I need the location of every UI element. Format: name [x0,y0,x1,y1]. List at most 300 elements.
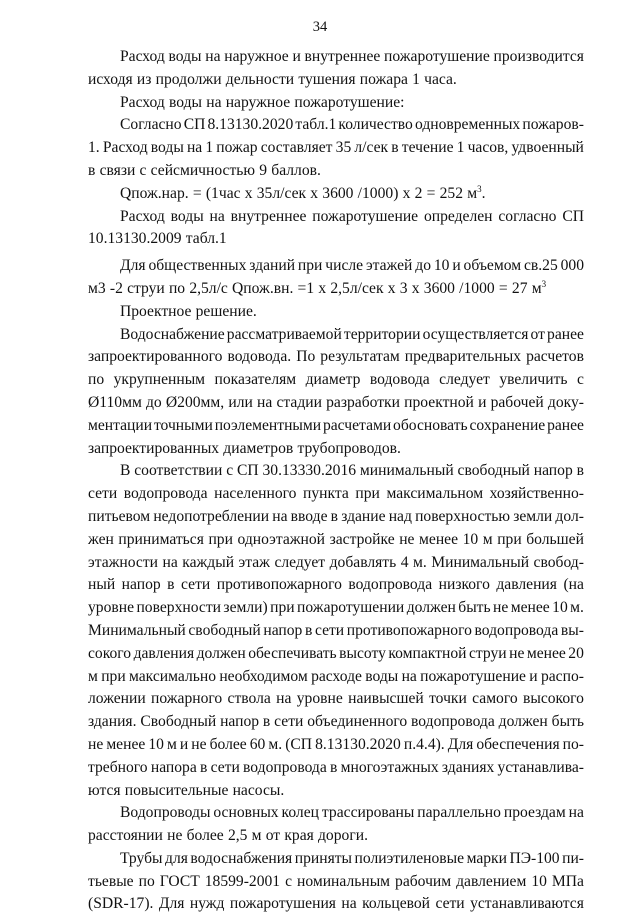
word: диаметр [305,371,361,389]
word: не [493,599,509,617]
word: 10 [148,735,164,753]
word: м [88,667,98,685]
word: полиэтиленовые [354,849,465,867]
word: рабочим [395,872,452,890]
word: м3 [88,279,106,297]
word: ранее [547,325,584,343]
word: (на [563,576,584,594]
word: увеличить [499,371,568,389]
word: исходя [88,70,133,88]
word: зданиях [441,758,495,776]
word: 10.13130.2009 [88,230,182,248]
word: $м^3$. [467,183,486,202]
word: напор [533,462,573,480]
word: быть [458,599,491,617]
word: 10 [531,872,547,890]
word: часов, [467,139,509,157]
word: сокого [88,644,132,662]
word: с [285,872,293,890]
word: максимально [129,667,216,685]
word: х [318,279,327,297]
word: определен [423,207,493,225]
word: менее [419,530,459,548]
word: давлением [456,872,527,890]
word: водопровода [243,758,327,776]
word: пожаротушения [229,895,336,913]
word: пожаротушение [420,667,526,685]
word: и [452,257,461,275]
word: 35л/сек [256,184,307,202]
word: устанавлива- [497,758,584,776]
word: х [402,184,411,202]
word: с [577,371,584,389]
word: Минимальный [88,621,186,639]
word: компактной [388,644,467,662]
word: числе [325,257,364,275]
word: Для [447,735,474,753]
word: давления [496,576,557,594]
word: 10 [462,530,479,548]
word: В [120,462,131,480]
word: точными [153,416,213,434]
word: Расход [120,93,165,111]
word: самого [472,690,518,708]
word: точки [429,690,467,708]
word: земли [513,507,553,525]
word: 30.13330.2016 [262,462,357,480]
word: м [166,735,177,753]
word: свобод- [533,553,584,571]
word: напор [220,713,260,731]
word: запроектированного [88,348,223,366]
word: 10 [552,599,568,617]
text-line [88,780,584,803]
word: л/сек [354,139,389,157]
word: водоснабжения [190,849,293,867]
word: сети [88,485,118,503]
word: на [257,393,273,411]
word: /1000 [459,279,495,297]
word: при [208,530,233,548]
text-line [88,848,584,871]
word: Свободный [140,713,217,731]
word: нужд [189,895,225,913]
word: уровне [88,599,135,617]
word: в [200,758,208,776]
text-line [88,69,584,92]
text-line [88,825,584,848]
text-line [88,711,584,734]
word: водопровода [348,576,433,594]
word: Для [120,257,146,275]
word: результатам [320,348,400,366]
word: ментации [88,416,153,434]
word: здание [341,507,386,525]
word: Водоснабжение [120,325,225,343]
word: Трубы [120,849,163,867]
text-line [88,92,584,115]
word: не [399,530,415,548]
word: хозяйственно- [489,485,584,503]
word: расчетов [526,348,584,366]
text-line [88,871,584,894]
word: 2,5л/сек [330,279,384,297]
word: края [284,827,314,845]
word: ПЭ-100 [509,849,560,867]
word: 3600 [322,184,354,202]
word: 1. [88,139,100,157]
word: ный [88,576,116,594]
text-line [88,620,584,643]
word: =1 [297,279,315,297]
word: по [88,371,105,389]
word: на [276,690,292,708]
word: параллельно [417,804,501,822]
word: 4 [400,553,409,571]
word: тушения [298,70,356,88]
word: в [262,713,271,731]
word: сохранение [469,416,546,434]
word: /1000) [357,184,399,202]
word: Расход [102,139,148,157]
word: 000 [560,257,584,275]
word: СП [562,207,584,225]
word: многоэтажных [340,758,439,776]
word: внутреннее [230,207,307,225]
word: 252 [439,184,463,202]
word: обеспечения [476,735,560,753]
word: сейсмичностью [150,161,256,179]
word: на [205,48,221,65]
word: рабочей [490,393,544,411]
word: $м^3$ [531,278,547,297]
word: количество [338,116,413,134]
word: объемом [463,257,522,275]
word: струи [468,644,507,662]
word: земли) [223,599,268,617]
word: ГОСТ [159,872,200,890]
word: поверхностью [415,507,511,525]
word: пожаров- [522,116,584,134]
word: пожарного [151,690,223,708]
word: на [341,895,357,913]
word: и [529,667,538,685]
word: Согласно [120,116,182,134]
word: = [426,184,436,202]
word: расчетами [322,416,392,434]
word: св.25 [523,257,558,275]
word: здания. [88,713,137,731]
word: кольцевой [362,895,431,913]
page-number: 34 [312,19,328,35]
word: доку- [547,393,584,411]
text-line [88,643,584,666]
word: более [209,735,247,753]
word: с [226,462,234,480]
word: объединенного [307,713,408,731]
word: на [162,553,178,571]
word: разработки [326,393,400,411]
word: тьевые [88,872,134,890]
word: вводе [290,507,328,525]
word: 10 [433,257,450,275]
word: 1 [205,139,214,157]
word: добавлять [329,553,397,571]
word: при [297,257,323,275]
word: на [209,207,225,225]
word: баллов. [271,161,321,179]
word: и [179,735,189,753]
word: ствола [227,690,271,708]
word: производится [493,48,584,65]
word: в [391,139,399,157]
word: (СП [285,735,313,753]
word: пи- [562,849,584,867]
text-line [88,460,584,483]
word: от [530,325,545,343]
word: х [244,184,253,202]
text-line [88,392,584,415]
word: при [270,599,295,617]
word: 18599-2001 [204,872,281,890]
word: расходе [311,667,362,685]
word: м. [268,735,283,753]
text-line [88,483,584,506]
word: 1 [412,70,420,88]
text-line [88,438,584,461]
word: этажей [365,257,413,275]
text-line [88,114,584,137]
word: общественных [148,257,247,275]
word: проектной [404,393,474,411]
word: этажности [88,553,159,571]
word: сети [274,713,304,731]
word: течение [401,139,454,157]
word: продолжи [155,70,222,88]
word: в [88,161,96,179]
word: поэлементными [214,416,322,434]
word: = [498,279,508,297]
word: в [330,507,339,525]
word: сети [181,576,211,594]
word: недопотреблении [153,507,270,525]
word: пожара [359,70,408,88]
word: в [576,462,584,480]
text-line [88,597,584,620]
word: согласно [498,207,557,225]
word: 8.13130.2020 [315,735,401,753]
word: 2 [414,184,423,202]
word: сети [435,895,465,913]
word: напор [263,621,303,639]
word: населенного [214,485,297,503]
text-line [88,228,584,251]
word: более [186,827,224,845]
word: пожаротушении [297,599,405,617]
word: воды [365,667,399,685]
word: 9 [259,161,268,179]
word: воды [169,93,203,111]
word: на [401,667,417,685]
word: сети [314,621,345,639]
word: Минимальный [431,553,530,571]
word: = [192,184,202,202]
word: СП [183,116,206,134]
word: водопровода [411,713,495,731]
word: проездам [503,804,566,822]
word: с [139,161,147,179]
word: водовода. [227,348,292,366]
word: напор [121,576,161,594]
word: пожар [216,139,258,157]
word: от [265,827,281,845]
word: основных [213,804,279,822]
word: 3600 [423,279,455,297]
document-body [88,46,584,916]
word: должен [406,599,456,617]
word: по [168,279,186,297]
word: зданий [249,257,296,275]
word: пожаротушение [384,48,490,65]
text-line [88,46,584,69]
word: до [145,393,162,411]
word: и [478,393,487,411]
word: (1час [205,184,241,202]
text-line [88,369,584,392]
word: при [497,530,522,548]
text-line [88,574,584,597]
word: должен [196,644,246,662]
word: быть [551,713,584,731]
word: внутреннее [304,48,381,65]
word: вы- [560,621,584,639]
word: на [206,93,222,111]
word: каждый [182,553,235,571]
word: и [292,48,301,65]
word: напора [150,758,197,776]
word: при [101,667,126,685]
word: территории [343,325,421,343]
word: Расход [120,48,165,65]
word: распо- [540,667,584,685]
word: на [568,804,584,822]
word: 2,5л/с [189,279,228,297]
word: 1 [456,139,465,157]
word: трубопроводов. [297,439,401,457]
text-line [88,301,584,324]
word: дороги. [318,827,368,845]
word: или [228,393,253,411]
word: 2,5 [227,827,248,845]
word: Проектное [120,302,192,320]
word: необходимом [219,667,308,685]
word: для [165,849,188,867]
word: Ø200мм, [165,393,225,411]
word: следует [274,553,326,571]
word: не [191,735,207,753]
word: марки [466,849,507,867]
word: м [251,827,262,845]
word: питьевом [88,507,151,525]
word: одноэтажной [237,530,326,548]
word: низкого [438,576,490,594]
word: СП [236,462,259,480]
word: наружное [225,93,291,111]
word: одновременных [414,116,521,134]
word: По [296,348,316,366]
word: большей [526,530,584,548]
word: высокого [522,690,584,708]
word: 27 [511,279,528,297]
word: не [88,735,104,753]
text-line [88,255,584,278]
word: 3 [399,279,408,297]
word: воды [168,48,202,65]
word: расстоянии [88,827,163,845]
word: насосы. [232,781,285,799]
word: удвоенный [511,139,584,157]
text-line [88,415,584,438]
word: уровне [296,690,343,708]
word: Водопроводы [120,804,211,822]
word: ранее [547,416,584,434]
word: пожаротушение: [294,93,405,111]
text-line [88,324,584,347]
word: ются [88,781,121,799]
word: диаметров [223,439,294,457]
word: в [304,621,313,639]
word: дол- [555,507,584,525]
text-line [88,206,584,229]
word: из [136,70,152,88]
word: свободный [188,621,261,639]
word: на [186,139,203,157]
word: Для [158,895,185,913]
word: м [482,530,493,548]
word: максимальном [386,485,484,503]
word: 35 [335,139,352,157]
text-line [88,802,584,825]
word: х [387,279,396,297]
word: не [509,644,525,662]
word: менее [510,599,550,617]
word: соответствии [134,462,223,480]
word: не [167,827,183,845]
word: застройке [329,530,395,548]
text-line [88,137,584,160]
word: номинальным [297,872,391,890]
word: составляет [260,139,333,157]
word: этаж [238,553,270,571]
text-line [88,688,584,711]
word: в [167,576,175,594]
word: обеспечивать [248,644,337,662]
word: по [138,872,155,890]
word: менее [526,644,566,662]
word: повысительные [124,781,229,799]
word: приняты [294,849,353,867]
word: укрупненным [113,371,206,389]
word: наружное [224,48,289,65]
word: высоту [339,644,386,662]
word: при [355,485,380,503]
word: трассированы [321,804,415,822]
text-line [88,346,584,369]
word: следует [439,371,490,389]
word: жен [88,530,114,548]
word: свободный [457,462,530,480]
word: м. [570,599,584,617]
